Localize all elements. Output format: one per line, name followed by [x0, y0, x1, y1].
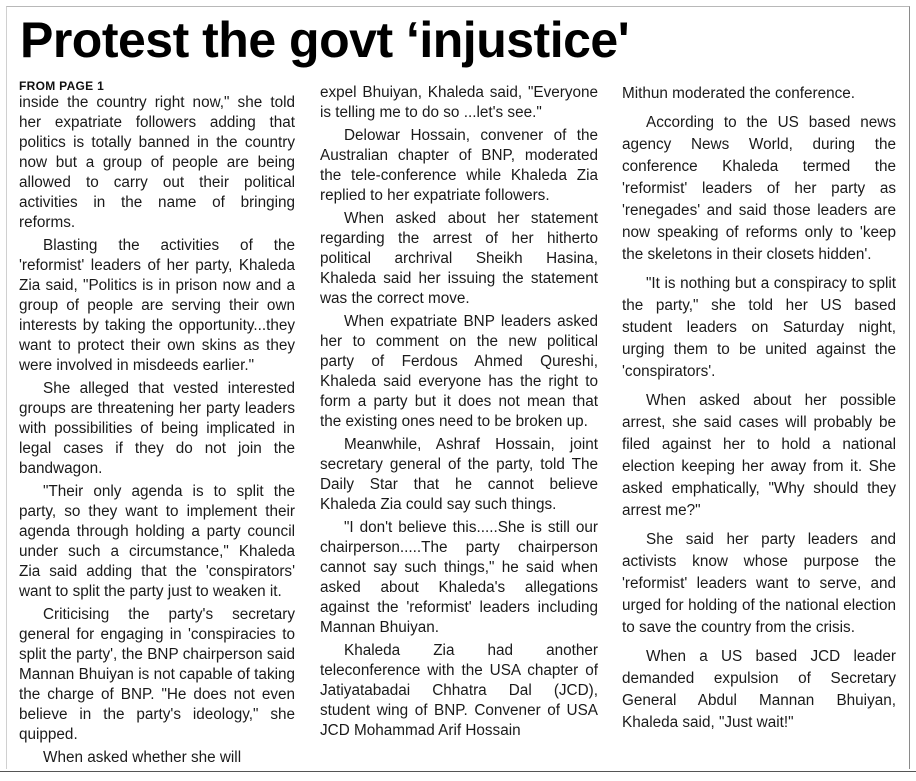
paragraph: inside the country right now," she told her expatriate followers adding that politics is totally banned in the country now but a group of people are being allowed to carry out their political activities in the name of bringing reforms.	[19, 94, 295, 231]
paragraph: When expatriate BNP leaders asked her to comment on the new political party of Ferdous Ahmed Qureshi, Khaleda said everyone has the right to form a party but it does not mean that the existing ones need to be broken up.	[320, 313, 598, 430]
paragraph: When a US based JCD leader demanded expulsion of Secretary General Abdul Mannan Bhuiyan, Khaleda said, "Just wait!"	[622, 648, 896, 731]
paragraph: "Their only agenda is to split the party, so they want to implement their agenda through holding a party council under such a circumstance," Khaleda Zia said adding that the 'conspirators' want to split the party just to weaken it.	[19, 483, 295, 600]
paragraph: When asked about her possible arrest, she said cases will probably be filed against her to hold a national election keeping her away from it. She asked emphatically, "Why should they arrest me?"	[622, 392, 896, 519]
article-column-1	[19, 80, 295, 771]
paragraph: Criticising the party's secretary general for engaging in 'conspiracies to split the party', the BNP chairperson said Mannan Bhuiyan is not capable of taking the charge of BNP. "He does not even believe in the party's ideology," she quipped.	[19, 606, 295, 743]
paragraph: Meanwhile, Ashraf Hossain, joint secretary general of the party, told The Daily Star that he cannot believe Khaleda Zia could say such things.	[320, 436, 598, 513]
article-column-2	[320, 83, 598, 744]
article-column-3	[622, 83, 896, 741]
bottom-rule	[0, 771, 916, 772]
headline: Protest the govt ‘injustice'	[20, 12, 630, 68]
paragraph: According to the US based news agency News World, during the conference Khaleda termed the 'reformist' leaders of her party as 'renegades' and said those leaders are now speaking of reforms only to 'keep the skeletons in their closets hidden'.	[622, 114, 896, 263]
paragraph: Mithun moderated the conference.	[622, 85, 855, 102]
paragraph: Khaleda Zia had another teleconference with the USA chapter of Jatiyatabadai Chhatra Dal (JCD), student wing of BNP. Convener of USA JCD Mohammad Arif Hossain	[320, 642, 598, 739]
paragraph: When asked about her statement regarding the arrest of her hitherto political archrival Sheikh Hasina, Khaleda said her issuing the statement was the correct move.	[320, 210, 598, 307]
paragraph: When asked whether she will	[43, 749, 242, 766]
paragraph: She said her party leaders and activists know whose purpose the 'reformist' leaders want to serve, and urged for holding of the national election to save the country from the crisis.	[622, 531, 896, 636]
paragraph: She alleged that vested interested groups are threatening her party leaders with possibilities of being implicated in legal cases if they do not join the bandwagon.	[19, 380, 295, 477]
paragraph: Delowar Hossain, convener of the Australian chapter of BNP, moderated the tele-conference while Khaleda Zia replied to her expatriate followers.	[320, 127, 598, 204]
paragraph: Blasting the activities of the 'reformist' leaders of her party, Khaleda Zia said, "Politics is in prison now and a group of people are serving their own interests by taking the opportunity...they want to protect their own skins as they were involved in misdeeds earlier."	[19, 237, 295, 374]
paragraph: expel Bhuiyan, Khaleda said, "Everyone is telling me to do so ...let's see."	[320, 84, 598, 121]
paragraph: "I don't believe this.....She is still our chairperson.....The party chairperson cannot say such things," he said when asked about Khaleda's allegations against the 'reformist' leaders including Mannan Bhuiyan.	[320, 519, 598, 636]
paragraph: "It is nothing but a conspiracy to split the party," she told her US based student leaders on Saturday night, urging them to be united against the 'conspirators'.	[622, 275, 896, 380]
continuation-kicker: FROM PAGE 1	[19, 79, 105, 93]
